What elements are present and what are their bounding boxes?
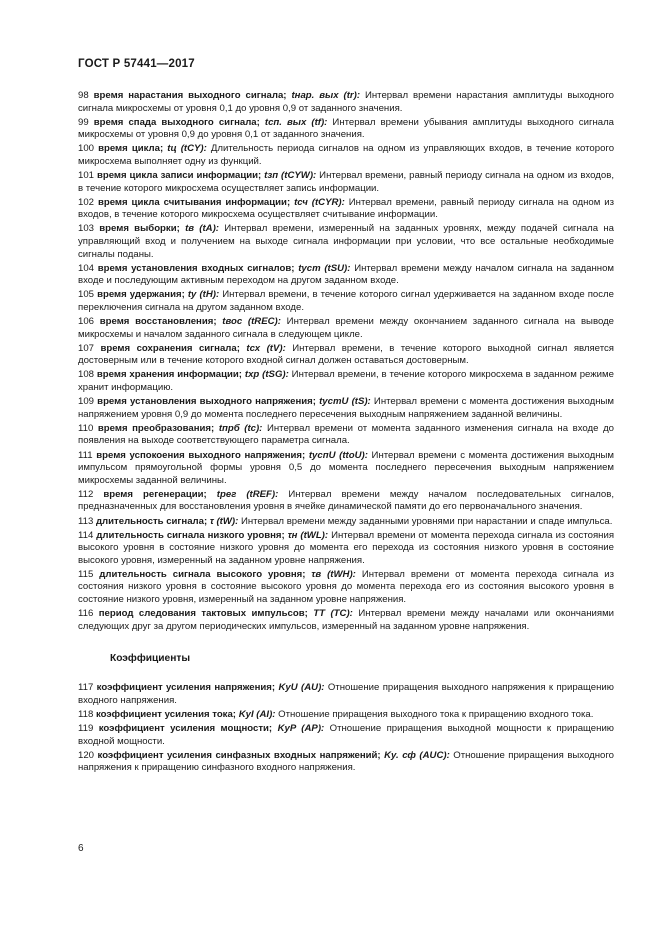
term-entry (78, 343, 614, 368)
term-term: коэффициент усиления мощности; (98, 723, 273, 735)
term-num: 114 (78, 529, 94, 541)
term-entry (78, 450, 614, 488)
document-page (78, 58, 614, 777)
term-text: Интервал времени, равный периоду сигнала на одном из входов, в течение которого микросхема осуществляет запись информации. (78, 170, 614, 194)
term-text: Интервал времени с момента достижения выходным импульсом прямоугольной формы уровня 0,5 до момента последнего пересечения выходным напряжением микросхемы заданной величины. (78, 449, 615, 486)
term-num: 102 (78, 196, 95, 208)
term-num: 106 (78, 316, 95, 328)
term-term: коэффициент усиления напряжения; (96, 682, 276, 694)
standard-header: ГОСТ Р 57441—2017 (78, 58, 195, 70)
term-entry (78, 316, 614, 341)
term-num: 119 (78, 723, 94, 735)
term-term: длительность сигнала; (95, 515, 208, 527)
term-term: время хранения информации; (96, 369, 243, 381)
term-symbol: KyI (AI): (238, 709, 276, 721)
term-symbol: τ (tW): (209, 515, 239, 527)
term-symbol: TТ (TC): (313, 608, 353, 620)
term-text: Интервал времени с момента достижения выходным напряжением уровня 0,9 до момента последнего пересечения выходным напряжением заданной величины. (78, 396, 614, 420)
term-symbol: tпрб (tc): (218, 422, 263, 434)
term-entry (78, 723, 614, 748)
term-text: Отношение приращения выходного напряжения к приращению входного напряжения. (78, 682, 614, 706)
term-term: время выборки; (99, 223, 180, 235)
term-symbol: tхр (tSG): (244, 369, 289, 381)
term-symbol: tц (tCY): (167, 143, 207, 155)
term-num: 117 (78, 682, 94, 694)
term-symbol: tсп. вых (tf): (264, 116, 328, 128)
term-entry (78, 516, 614, 529)
term-num: 110 (78, 422, 94, 434)
term-entry (78, 682, 614, 707)
term-entry (78, 709, 614, 722)
term-term: период следования тактовых импульсов; (98, 608, 308, 620)
terms-list-coefficients (78, 682, 614, 775)
term-term: длительность сигнала низкого уровня; (96, 529, 285, 541)
term-symbol: tсч (tCYR): (294, 196, 345, 208)
term-symbol: tуспU (ttoU): (308, 449, 368, 461)
section-title: Коэффициенты (110, 653, 191, 665)
term-symbol: tустU (tS): (319, 396, 371, 408)
term-term: время успокоения выходного напряжения; (96, 449, 306, 461)
term-entry (78, 750, 614, 775)
term-num: 120 (78, 749, 95, 761)
term-symbol: Ky. сф (AUC): (384, 749, 450, 761)
term-num: 112 (78, 488, 94, 500)
term-entry (78, 423, 614, 448)
term-text: Интервал времени убывания амплитуды выходного сигнала микросхемы от уровня 0,9 до уровня 0,1 от заданного значения. (78, 116, 615, 141)
term-entry (78, 143, 614, 168)
term-text: Интервал времени от момента перехода сигнала из состояния высокого уровня в состояние низкого уровня до момента его перехода из состояния низкого уровня в состояние высокого уровня, измеренный на заданном уровне напряжения. (78, 529, 615, 566)
term-num: 101 (78, 170, 95, 182)
term-term: длительность сигнала высокого уровня; (99, 568, 306, 580)
term-symbol: tсх (tV): (246, 342, 286, 354)
term-symbol: KyU (AU): (278, 682, 325, 694)
term-text: Интервал времени от момента заданного изменения сигнала на входе до появления на выходе соответствующего параметра сигнала. (78, 422, 614, 447)
term-term: коэффициент усиления тока; (95, 709, 237, 721)
term-num: 105 (78, 289, 95, 301)
term-entry (78, 170, 614, 195)
term-num: 103 (78, 223, 95, 235)
term-text: Отношение приращения выходной мощности к приращению входной мощности. (78, 723, 614, 747)
term-text: Интервал времени от момента перехода сигнала из состояния низкого уровня в состояние высокого уровня до момента перехода его из состояния высокого уровня в состояние низкого уровня, измеренный на заданном уровне напряжения. (78, 568, 615, 606)
term-num: 111 (78, 449, 93, 461)
term-num: 118 (78, 709, 94, 721)
term-symbol: tв (tA): (185, 223, 220, 235)
term-num: 116 (78, 608, 94, 620)
term-entry (78, 223, 614, 261)
term-entry (78, 569, 614, 607)
term-symbol: tвос (tREC): (222, 316, 281, 328)
term-num: 98 (78, 90, 89, 101)
term-text: Интервал времени, в течение которого микросхема в заданном режиме хранит информацию. (78, 369, 614, 394)
term-num: 100 (78, 143, 95, 155)
term-num: 104 (78, 262, 95, 274)
term-term: коэффициент усиления синфазных входных напряжений; (97, 749, 381, 761)
term-entry (78, 369, 614, 394)
term-entry (78, 289, 614, 314)
term-num: 107 (78, 342, 95, 354)
term-term: время цикла; (98, 143, 164, 155)
term-entry (78, 530, 614, 568)
term-entry (78, 396, 614, 421)
term-text: Интервал времени между началом сигнала на заданном входе и последующим активным переходом на другом заданном входе. (78, 262, 615, 287)
term-symbol: KyP (AP): (277, 723, 325, 735)
term-text: Интервал времени между началами или окончаниями следующих друг за другом периодических импульсов, измеренный на заданном уровне напряжения. (78, 608, 615, 632)
term-num: 115 (78, 568, 94, 580)
term-text: Интервал времени между началом последовательных сигналов, предназначенных для восстановления уровня в ячейке динамической памяти до его первоначального значения. (78, 488, 614, 513)
term-symbol: tзп (tCYW): (264, 170, 317, 182)
term-symbol: tуст (tSU): (298, 262, 351, 274)
term-text: Интервал времени между заданными уровнями при нарастании и спаде импульса. (240, 515, 613, 527)
terms-list-time (78, 90, 614, 633)
term-symbol: τн (tWL): (287, 529, 329, 541)
term-symbol: tрег (tREF): (216, 488, 279, 500)
term-text: Интервал времени, равный периоду сигнала на одном из входов, в течение которого микросхема осуществляет считывание информации. (78, 196, 614, 221)
term-term: время сохранения сигнала; (100, 342, 240, 354)
term-term: время регенерации; (103, 488, 207, 500)
term-term: время преобразования; (97, 422, 215, 434)
term-term: время цикла записи информации; (96, 170, 262, 182)
page-number: 6 (78, 843, 84, 854)
term-text: Отношение приращения выходного тока к приращению входного тока. (278, 709, 594, 721)
term-term: время восстановления; (99, 316, 217, 328)
term-num: 109 (78, 396, 95, 408)
term-text: Интервал времени нарастания амплитуды выходного сигнала микросхемы от уровня 0,1 до уровня 0,9 от заданного значения. (78, 90, 614, 114)
term-num: 113 (78, 515, 94, 527)
term-entry (78, 263, 614, 288)
term-num: 108 (78, 369, 95, 381)
term-term: время установления выходного напряжения; (97, 396, 316, 408)
term-text: Отношение приращения выходного напряжения к приращению синфазного входного напряжения. (78, 749, 614, 774)
term-symbol: tнар. вых (tr): (291, 90, 361, 101)
term-term: время спада выходного сигнала; (93, 116, 260, 128)
term-entry (78, 90, 614, 115)
term-term: время нарастания выходного сигнала; (93, 90, 287, 101)
term-num: 99 (78, 116, 89, 128)
term-symbol: τв (tWH): (311, 568, 356, 580)
term-entry (78, 608, 614, 633)
term-text: Интервал времени, в течение которого сигнал удерживается на заданном входе после переключения сигнала на другом заданном входе. (78, 289, 614, 313)
term-text: Интервал времени, измеренный на заданных уровнях, между подачей сигнала на управляющий вход и получением на выходе сигнала информации при условии, что все остальные необходимые сигналы поданы. (78, 223, 614, 260)
term-entry (78, 117, 614, 142)
term-text: Длительность периода сигналов на одном из управляющих входов, в течение которого микросхема выполняет одну из функций. (78, 143, 615, 167)
term-entry (78, 489, 614, 514)
term-term: время цикла считывания информации; (97, 196, 291, 208)
term-term: время удержания; (97, 289, 185, 301)
term-entry (78, 197, 614, 222)
term-text: Интервал времени между окончанием заданного сигнала на выводе микросхемы и началом заданного сигнала в следующем цикле. (78, 316, 615, 340)
term-term: время установления входных сигналов; (97, 262, 295, 274)
term-symbol: tу (tH): (187, 289, 220, 301)
term-text: Интервал времени, в течение которого выходной сигнал является достоверным или в течение которого входной сигнал должен оставаться достоверным. (78, 342, 614, 367)
